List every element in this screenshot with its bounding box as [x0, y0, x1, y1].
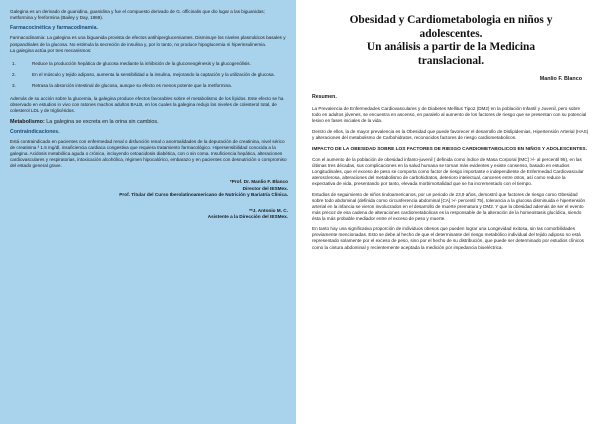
- summary-paragraph: La Prevalencia de Enfermedades Cardiovasculares y de Diabetes Mellitus Tipo2 (DM2) en la población Infantil y Juvenil, pero sobre todo en adultos jóvenes, se encuentra en ascenso, en paralelo al aumento de los factores de riesgo que se presentan con su potencial lesivo en fases iniciales de la vida.: [312, 106, 587, 124]
- mechanism-item: [10, 83, 288, 89]
- mechanism-item: [10, 72, 288, 78]
- mechanism-number: 3.: [12, 82, 16, 88]
- impact-paragraph: Estudios de seguimiento de niños Iindoamericanos, por un periodo de 23,9 años, demostró que factores de riesgo como Obesidad sobre todo abdominal (definida como circunferencia abdominal [CA] >/- percentil 75), tolerancia a la glucosa disminuida e hipertensión arterial en la infancia se vieron involucrados en el desarrollo de muerte prematura y DM2. Y que la obesidad además de ser el evento más precoz de esa cadena de alteraciones cardiometabolicas es la responsable de la alteración de la homeostasis glucídica, siendo ésta la más probable mediador entre el exceso de peso y muerte.: [312, 191, 586, 221]
- mechanism-text: En el músculo y tejido adiposo, aumenta la sensibilidad a la insulina, mejorando la captación y la utilización de glucosa.: [32, 71, 275, 77]
- signature-affiliation: Prof. Titular del Curso Iberolatinoamericano de Nutrición y Bariatría Clínica.: [119, 192, 288, 198]
- signature-role: Asistente a la Dirección del IESMex.: [207, 213, 288, 219]
- mechanism-item: [10, 61, 288, 67]
- signature-name: **J. Antonio M. C.: [249, 207, 288, 213]
- mechanisms-intro: La galegina actúa por tres mecanismos:: [10, 47, 92, 53]
- article-title: [312, 14, 590, 68]
- signature-block-1: [10, 179, 288, 198]
- contraindications-paragraph: Está contraindicado en pacientes con enfermedad renal o disfunción renal o anormalidades de la depuración de creatinina, nivel sérico de creatinina ³ 1.5 mg/dl, insuficiencia cardiaca congestiva que requiera tratamiento farmacológico. Hipersensibilidad conocida a la galegina. Acidosis metabólica aguda o crónica, incluyendo cetoacidosis diabética, con o sin coma. Insuficiencia hepática, alteraciones cardiovasculares y respiratorias, intoxicación alcohólica, régimen hipocalórico, embarazo y en pacientes con desnutrición o compromiso del estado general grave.: [10, 138, 287, 169]
- right-page: [300, 0, 600, 424]
- mechanism-number: 2.: [12, 71, 16, 77]
- pharmacokinetics-heading: Farmacocinética y farmacodinamia.: [10, 25, 98, 32]
- summary-paragraph: Dentro de ellos, la de mayor prevalencia es la Obesidad que puede favorecer el desarrollo de Dislipidemias, Hipertensión Arterial (HAS) y alteraciones del metabolismo de Carbohidratos, reconocidos factores de riesgo cardiometabolicos.: [312, 128, 589, 140]
- author-name: Manlio F. Blanco: [539, 76, 582, 82]
- mechanism-text: Retrasa la absorción intestinal de glucosa, aunque su efecto es menos potente que la metformina.: [32, 82, 232, 88]
- title-line: Obesidad y Cardiometabologia en niños y: [349, 14, 553, 26]
- signature-role: Director del IESMex.: [242, 185, 288, 191]
- intro-paragraph: Galegina es un derivado de guanidina, guanidina y fue el compuesto derivado de G. officinalis que dio lugar a las biguanidas; metformina y fenformina (Bailey y Day, 1989).: [10, 9, 265, 21]
- title-line: Un análisis a partir de la Medicina: [366, 41, 536, 53]
- lipid-effects-paragraph: Además de su acción sobre la glucemia, la galegina produce efectos favorables sobre el metabolismo de los lípidos. Este efecto se ha observado en estudios in vivo con ratones machos adultos BALB, en los cuales la galegina redujo los niveles de colesterol total, de colesterol LDL y de triglicéridos.: [10, 96, 284, 114]
- title-line: translacional.: [417, 54, 485, 67]
- pharmacodynamics-paragraph: [10, 35, 288, 47]
- mechanism-number: 1.: [12, 60, 16, 66]
- impact-paragraph: En tanto hay una significativa proporción de individuos obesos que pueden lograr una Longevidad exitosa, sin las comorbilidades previamente mencionadas. Esto se debe al hecho de que el determinante del riesgo metabólico individual del tejido adiposo no está representado solamente por el exceso de peso, sino por el hecho de su distribución, que puede ser determinado por estudios clínicos como la cintura abdominal y recientemente aceptada la medición por impedancia bioeléctrica.: [312, 226, 584, 250]
- left-page: [0, 0, 296, 424]
- title-line: adolescentes.: [419, 27, 483, 40]
- signature-block-2: [10, 208, 288, 221]
- summary-label: Resumen.: [312, 94, 337, 101]
- metabolism-text: La galegina se excreta en la orina sin cambios.: [46, 118, 159, 125]
- pharmacodynamics-text: Farmacodinamia: La galegina es una biguanida provista de efectos antihiperglucemiantes. Disminuye los niveles plasmáticos basales y pospandriales de la glucosa. No estimula la secreción de insulina y, por lo tanto, no produce hipoglucemia ni hiperinsulinemia.: [10, 35, 286, 47]
- contraindications-heading: Contraindicaciones.: [10, 128, 60, 135]
- mechanism-text: Reduce la producción hepática de glucosa mediante la inhibición de la gluconeogénesis y la glucogenólisis.: [32, 60, 251, 66]
- impact-heading: IMPACTO DE LA OBESIDAD SOBRE LOS FACTORES DE RIESGO CARDIOMETABOLICOS EN NIÑOS Y ADOLESCENTES.: [312, 146, 587, 152]
- metabolism-label: Metabolismo:: [10, 118, 45, 125]
- signature-name: *Prof. Dr. Manlio F. Blanco: [229, 179, 288, 185]
- metabolism-paragraph: [10, 119, 288, 125]
- impact-paragraph: Con el aumento de la población de obesidad infanto-juvenil ( definida como índice de Masa Corporal [IMC] >/- al percentil 95), en las últimas tres décadas, sus complicaciones en la salud humana se tornan más evidentes y existe consenso, basado en estudios Longitudinales, que el exceso de peso se comporta como factor de riesgo importante e independiente de Enfermedad Cardiovascular aterosclerosa, alteraciones del metabolismo de carbohidratos, deterioro intelectual, canceres entre otros, así como reduce la expectativa de vida, presentando por tanto, elevada morbimortalidad que se ha incrementado con el tiempo.: [312, 156, 584, 187]
